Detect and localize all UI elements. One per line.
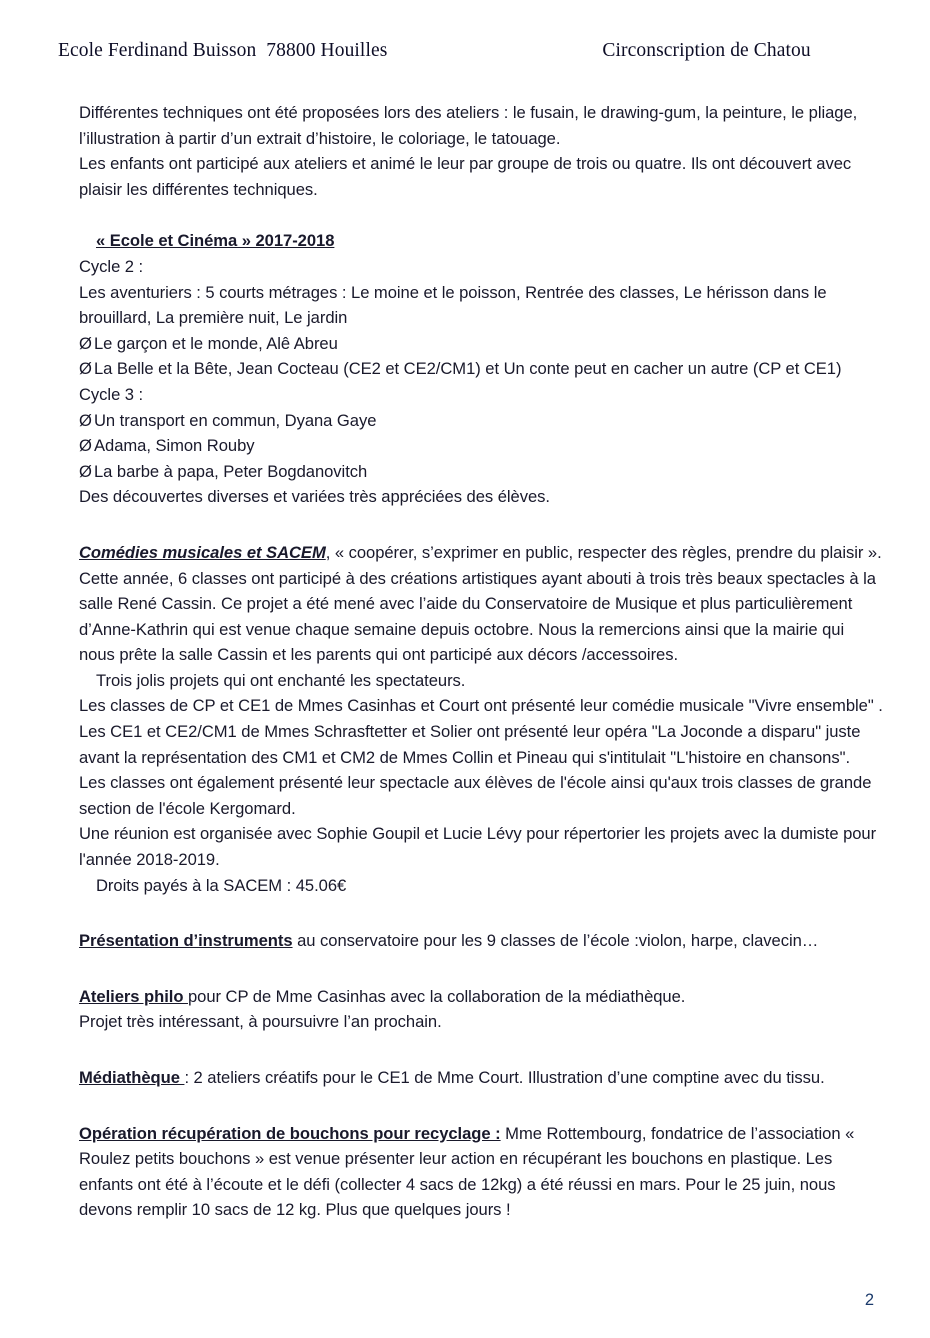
philo-paragraph-2: Projet très intéressant, à poursuivre l’an prochain. [79,1012,442,1032]
header-school-name: Ecole Ferdinand Buisson 78800 Houilles [58,40,388,61]
cinema-cycle3-item-1 [79,433,884,459]
instruments-rest: au conservatoire pour les 9 classes de l’école :violon, harpe, clavecin… [292,931,819,951]
spacer [79,510,884,540]
spacer [79,1035,884,1065]
header-circonscription: Circonscription de Chatou [602,40,811,61]
list-item-label: La barbe à papa, Peter Bogdanovitch [94,461,368,481]
cinema-heading-text: « Ecole et Cinéma » 2017-2018 [96,231,335,251]
sacem-paragraph-2-text: Trois jolis projets qui ont enchanté les spectateurs. [96,670,466,690]
sacem-paragraph-1-rest: , « coopérer, s’exprimer en public, respecter des règles, prendre du plaisir ». Cette année, 6 classes ont participé à des créations artistiques ayant abouti à trois très beaux spectacles à la salle René Cassin. Ce projet a été mené avec l’aide du Conservatoire de Musique et plus particulièrement d’Anne-Kathrin qui est venue chaque semaine depuis octobre. Nous la remercions ainsi que la mairie qui nous prête la salle Cassin et les parents qui ont participé aux décors /accessoires. [79,542,882,665]
list-item-label: Le garçon et le monde, Alê Abreu [94,333,338,353]
cinema-cycle2-item-0 [79,331,884,357]
spacer [79,202,884,228]
spacer [79,1091,884,1121]
instruments-heading-text: Présentation d’instruments [79,931,293,951]
bullet-icon: Ø [79,410,92,430]
section-instruments [79,928,884,954]
spacer [79,898,884,928]
document-header [58,40,872,62]
intro-paragraph-2: Les enfants ont participé aux ateliers et animé le leur par groupe de trois ou quatre. Ils ont découvert avec plaisir les différentes techniques. [79,154,852,199]
philo-heading-text: Ateliers philo [79,986,188,1006]
philo-rest: pour CP de Mme Casinhas avec la collaboration de la médiathèque. [187,986,686,1006]
sacem-paragraph-6: Une réunion est organisée avec Sophie Goupil et Lucie Lévy pour répertorier les projets avec la dumiste pour l'année 2018-2019. [79,824,877,870]
sacem-paragraph-1 [79,540,884,668]
mediatheque-rest: : 2 ateliers créatifs pour le CE1 de Mme Court. Illustration d’une comptine avec du tissu. [184,1068,825,1087]
mediatheque-heading-text: Médiathèque [79,1068,185,1087]
sacem-paragraph-3: Les classes de CP et CE1 de Mmes Casinhas et Court ont présenté leur comédie musicale "Vivre ensemble" . [79,696,883,716]
sacem-paragraph-4: Les CE1 et CE2/CM1 de Mmes Schrasftetter et Solier ont présenté leur opéra "La Joconde a disparu" juste avant la représentation des CM1 et CM2 de Mmes Collin et Pineau qui s'intitulait "L'histoire en chansons". [79,722,861,767]
section-heading-cinema [79,228,884,254]
list-item-label: Adama, Simon Rouby [94,436,255,456]
sacem-paragraph-5: Les classes ont également présenté leur spectacle aux élèves de l'école ainsi qu'aux trois classes de grande section de l'école Kergomard. [79,773,872,818]
sacem-paragraph-7 [79,873,884,899]
bullet-icon: Ø [79,461,92,481]
bullet-icon: Ø [79,436,92,456]
list-item-label: Un transport en commun, Dyana Gaye [94,410,377,430]
document-body [79,100,884,1223]
cinema-cycle3-item-2 [79,459,884,485]
section-mediatheque [79,1065,884,1091]
bullet-icon: Ø [79,359,92,379]
bouchons-heading-text: Opération récupération de bouchons pour recyclage : [79,1123,501,1143]
cinema-cycle2-label: Cycle 2 : [79,256,144,276]
cinema-cycle2-line: Les aventuriers : 5 courts métrages : Le moine et le poisson, Rentrée des classes, Le hérisson dans le brouillard, La première nuit, Le jardin [79,282,827,328]
bullet-icon: Ø [79,333,92,353]
cinema-cycle3-item-0 [79,408,884,434]
sacem-droits-text: Droits payés à la SACEM : 45.06€ [96,875,347,895]
cinema-closing: Des découvertes diverses et variées très appréciées des élèves. [79,487,550,507]
cinema-cycle2-item-1 [79,356,884,382]
section-bouchons [79,1121,884,1223]
page-number: 2 [864,1291,874,1309]
bouchons-rest: Mme Rottembourg, fondatrice de l’association « Roulez petits bouchons » est venue présenter leur action en récupérant les bouchons en plastique. Les enfants ont été à l’écoute et le défi (collecter 4 sacs de 12kg) a été réussi en mars. Pour le 25 juin, nous devons remplir 10 sacs de 12 kg. Plus que quelques jours ! [79,1123,855,1220]
cinema-cycle3-label: Cycle 3 : [79,384,144,404]
intro-paragraph-1: Différentes techniques ont été proposées lors des ateliers : le fusain, le drawing-gum, la peinture, le pliage, l’illustration à partir d’un extrait d’histoire, le coloriage, le tatouage. [79,103,858,148]
section-philo [79,984,884,1010]
list-item-label: La Belle et la Bête, Jean Cocteau (CE2 et CE2/CM1) et Un conte peut en cacher un autre (CP et CE1) [94,359,842,379]
sacem-heading-text: Comédies musicales et SACEM [79,542,326,562]
sacem-paragraph-2 [79,668,884,694]
spacer [79,954,884,984]
